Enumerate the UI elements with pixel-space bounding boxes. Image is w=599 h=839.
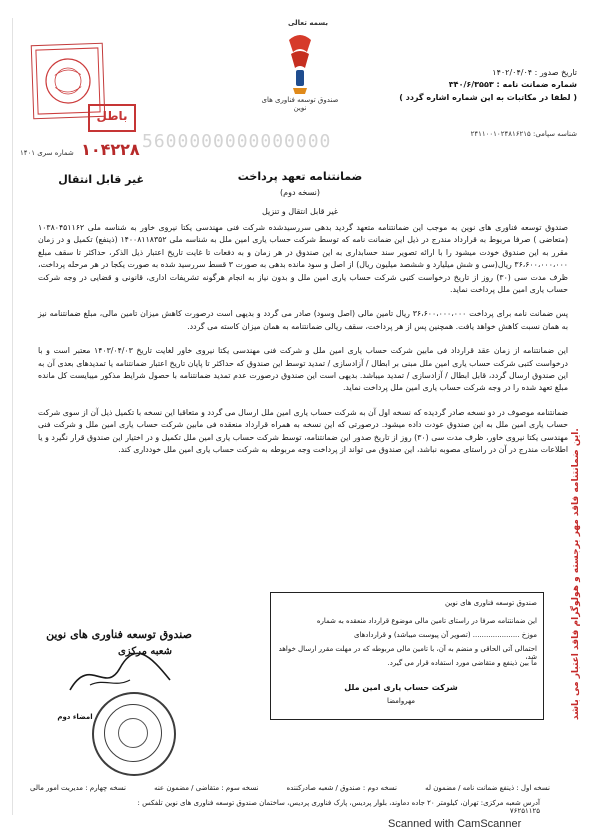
serial-label: شماره سری ۱۴۰۱ xyxy=(20,149,74,157)
issue-date: تاریخ صدور : ۱۴۰۲/۰۴/۰۴ xyxy=(492,68,577,77)
signature-org: صندوق توسعه فناوری های نوین xyxy=(46,628,192,641)
bismillah: بسمه تعالی xyxy=(287,19,329,27)
non-transferable-subtitle: غیر قابل انتقال و تنزیل xyxy=(261,207,339,216)
footer-copy-3: نسخه سوم : متقاضی / مضمون عنه xyxy=(154,784,259,792)
org-name-under-logo: صندوق توسعه فناوری های نوین xyxy=(261,96,339,113)
box-line-2: موزخ ..................... (تصویر آن پیوست میباشد) و قراردادهای xyxy=(353,631,537,639)
copy-label: (نسخه دوم) xyxy=(280,188,320,197)
box-line-1: این ضمانتنامه صرفا در راستای تامین مالی موضوع قرارداد منعقده به شماره xyxy=(316,617,537,625)
paragraph-1: صندوق توسعه فناوری های نوین به موجب این ضمانتنامه متعهد گردید بدهی سررسیدشده شرکت فنی مهندسی یکتا نیروی خاور به شناسه ملی ۱۰۳۸۰۴۵۱۱۶۲ (متعاضی ) صرفا مربوط به قرارداد مندرج در ذیل این ضمانت نامه که توسط شرکت حساب یاری امین ملل به شناسه ملی ۱۴۰۰۸۱۱۸۳۵۲ (ذینفع) تکمیل و در زمان مقرر به این صندوق خودت میشود را با ارائه تصویر سند حسابداری به این صندوق در هر زمان و به دفعات تا غایت تاریخ اعتبار ذیل الذکر، حداکثر تا سقف مبلغ ۳۶،۶۰۰،۰۰۰،۰۰۰ ریال(سی و شش میلیارد و ششصد میلیون ریال) از اصل و سود مانده بدهی به صورت ۳ قسط سررسید شده به صورت یکجا در هر مرحله پرداخت، ظرف مدت سی (۳۰) روز از تاریخ درخواست کتبی شرکت حساب یاری امین ملل و بدون نیاز به انجام هرگونه تشریفات اداری، قانونی و قضایی در وجه شرکت حساب یاری امین ملل پرداخت نماید. xyxy=(38,223,568,295)
serial-number: ۱۰۴۲۲۸ xyxy=(81,140,140,159)
footer-copy-4: نسخه چهارم : مدیریت امور مالی xyxy=(30,784,126,792)
box-sign-label: مهروامضا xyxy=(386,697,416,705)
validity-side-note: این ضمانتنامه فاقد مهر برجسته و هولوگرام فاقد اعتبار می باشد. xyxy=(571,428,581,720)
second-signature-label: امضاء دوم xyxy=(57,713,93,721)
reference-note: ( لطفا در مکاتبات به این شماره اشاره گردد ) xyxy=(399,93,577,102)
box-line-3: احتمالی آتی الحاقی و منضم به آن، با تامین مالی مربوطه که در مهلت مقرر ارسال خواهد شد، xyxy=(278,645,537,662)
paragraph-2: پس ضمانت نامه برای پرداخت ۳۶،۶۰۰،۰۰۰،۰۰۰ ریال تامین مالی (اصل وسود) صادر می گردد و بدیهی است درصورت کاهش میزان تامین مالی، مبلغ ضمانتنامه نیز به همان نسبت کاهش خواهد یافت. همچنین پس از هر پرداخت، سقف ریالی ضمانتنامه به همان میزان کاسته می گردد. xyxy=(38,309,568,331)
national-id: شناسه سپامی: ۲۴۱۱۰۰۱۰۲۴۸۱۶۲۱۵ xyxy=(470,130,577,138)
official-seal xyxy=(92,692,176,776)
footer-address: آدرس شعبه مرکزی: تهران، کیلومتر ۲۰ جاده دماوند، بلوار پردیس، پارک فناوری پردیس، ساختمان صندوق توسعه فناوری های نوین تلفکس : ۷۶۲۵۱۱۲۵ xyxy=(137,799,540,816)
guarantee-number: شماره ضمانت نامه : ۳۴۰/۶/۳۵۵۳ xyxy=(448,80,577,89)
beneficiary-box xyxy=(270,592,544,720)
footer-copies xyxy=(30,784,550,792)
handwritten-signature xyxy=(60,650,180,700)
signature-dept: شعبه مرکزی xyxy=(117,646,173,657)
footer-copy-1: نسخه اول : ذینفع ضمانت نامه / مضمون له xyxy=(425,784,550,792)
box-sign-company: شرکت حساب یاری امین ملل xyxy=(344,683,458,692)
footer-copy-2: نسخه دوم : صندوق / شعبه صادرکننده xyxy=(286,784,397,792)
box-line-4: ما بین ذینفع و متقاضی مورد استفاده قرار می گیرد. xyxy=(387,659,537,667)
non-transferable-bold: غیر قابل انتقال xyxy=(58,173,144,186)
org-logo xyxy=(283,32,317,94)
box-heading: صندوق توسعه فناوری های نوین xyxy=(445,599,537,607)
paragraph-4: ضمانتنامه موصوف در دو نسخه صادر گردیده که نسخه اول آن به شرکت حساب یاری امین ملل ارسال می گردد و متعاقبا این نسخه با تکمیل ذیل آن از سوی شرکت حساب یاری امین ملل به این صندوق عودت داده میشود. درصورتی که این نسخه به همراه قرارداد منعقده فی مابین شرکت حساب یاری امین ملل و شرکت فنی مهندسی یکتا نیروی خاور، ظرف مدت سی (۳۰) روز از تاریخ صدور این ضمانتنامه، توسط شرکت حساب یاری امین ملل تکمیل و در اختیار این صندوق قرار نگیرد و یا اطلاعات مندرج در آن در راستای مصوبه نباشد، این صندوق می تواند از پرداخت وجه مربوطه به شرکت حساب یاری امین ملل خودداری کند. xyxy=(38,407,568,455)
paragraph-3: این ضمانتنامه از زمان عقد قرارداد فی مابین شرکت حساب یاری امین ملل و شرکت فنی مهندسی یکتا نیروی خاور لغایت تاریخ ۱۴۰۳/۰۴/۰۳ معتبر است و با درخواست کتبی شرکت حساب یاری امین ملل مبنی بر ابطال / آزادسازی / تمدید توسط این صندوق که حداکثر تا پایان تاریخ اعتبار ضمانتنامه یا تمدیدهای بعدی آن به این صندوق ارسال گردد، قابل ابطال / آزادسازی / تمدید میباشد. بدیهی است این صندوق درصورت عدم تمدید ضمانتنامه با حصول شرایط مذکور میبایست کل مانده مبلغ تعهد شده را در وجه شرکت حساب یاری امین ملل پرداخت نماید. xyxy=(38,346,568,393)
watermark-digits: 5600000000000000 xyxy=(142,131,332,152)
void-stamp: باطل xyxy=(88,104,136,132)
scanner-watermark: Scanned with CamScanner xyxy=(388,818,522,830)
document-title: ضمانتنامه تعهد پرداخت xyxy=(237,170,363,183)
body-text xyxy=(38,222,568,457)
serial-block xyxy=(20,140,170,159)
